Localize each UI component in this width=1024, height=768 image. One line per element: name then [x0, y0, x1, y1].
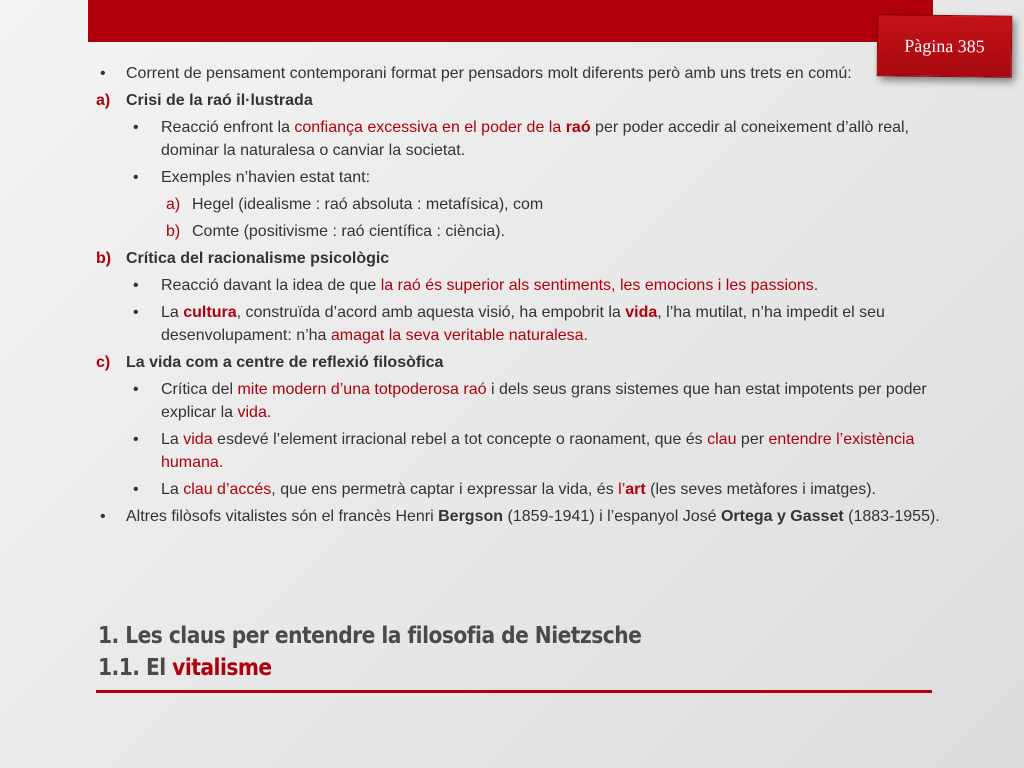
text: (1859-1941) i l’espanyol José [503, 508, 721, 525]
text: Crítica del [161, 381, 238, 398]
section-c-bullet-3 [96, 478, 956, 501]
text: (les seves metàfores i imatges). [645, 481, 876, 498]
section-marker: c) [96, 354, 111, 371]
highlight-bold: cultura [183, 304, 237, 321]
highlight-bold: vida [625, 304, 658, 321]
highlight: vida [183, 431, 213, 448]
text: Exemples n’havien estat tant: [161, 169, 371, 186]
section-a-heading [96, 89, 956, 112]
highlight: clau [707, 431, 737, 448]
section-b-bullet-2 [96, 301, 956, 347]
section-marker: a) [96, 92, 111, 109]
section-b-bullet-1 [96, 274, 956, 297]
section-a-bullet-2 [96, 166, 956, 189]
bullet-icon: • [100, 508, 106, 525]
highlight: amagat la seva veritable naturalesa. [330, 327, 588, 344]
text: , l’ha mutilat, n’ha impedit el seu desenvolupament: n’ha [161, 304, 885, 344]
highlight-bold: raó [565, 119, 591, 136]
bullet-icon: • [133, 119, 139, 136]
text: , que ens permetrà captar i expressar la vida, és [271, 481, 619, 498]
section-c-bullet-2 [96, 428, 956, 474]
bottom-divider [96, 690, 932, 693]
slide-content [96, 62, 956, 532]
text: Reacció enfront la [161, 119, 295, 136]
title-line-2 [98, 652, 828, 684]
name-bold: Ortega y Gasset [720, 508, 844, 525]
bullet-icon: • [133, 381, 139, 398]
name-bold: Bergson [438, 508, 504, 525]
title-highlight: vitalisme [172, 655, 272, 681]
text: La [161, 431, 184, 448]
section-c-heading [96, 351, 956, 374]
highlight: entendre l’existència humana. [161, 431, 915, 471]
text: Comte (positivisme : raó científica : ciència). [192, 223, 505, 240]
text: la [608, 304, 621, 321]
highlight: mite modern d’una totpoderosa raó [237, 381, 487, 398]
bullet-icon: • [133, 169, 139, 186]
text: Altres filòsofs vitalistes són el francès Henri [126, 508, 439, 525]
sub-marker: b) [166, 223, 181, 240]
text: 1.1. El [98, 655, 173, 681]
section-b-heading [96, 247, 956, 270]
text: Reacció davant la idea de que [161, 277, 381, 294]
highlight: confiança excessiva en el poder de la [294, 119, 566, 136]
section-title: Crítica del racionalisme psicològic [126, 250, 390, 267]
bullet-icon: • [100, 65, 106, 82]
top-accent-bar [88, 0, 933, 42]
bullet-icon: • [133, 481, 139, 498]
text: La [161, 481, 184, 498]
text: Hegel (idealisme : raó absoluta : metafísica), com [192, 196, 544, 213]
highlight: la raó és superior als sentiments, les emocions i les passions. [380, 277, 819, 294]
section-a-subitem-2 [96, 220, 956, 243]
highlight: l’ [618, 481, 626, 498]
sub-marker: a) [166, 196, 181, 213]
text: La [161, 304, 184, 321]
bullet-icon: • [133, 431, 139, 448]
text: , construïda d’acord amb aquesta visió, ha empobrit [236, 304, 609, 321]
text: esdevé l’element irracional rebel a tot concepte o raonament, que és [212, 431, 708, 448]
title-line-1: 1. Les claus per entendre la filosofia de Nietzsche [98, 623, 642, 649]
highlight-bold: art [625, 481, 646, 498]
section-a-subitem-1 [96, 193, 956, 216]
section-title: La vida com a centre de reflexió filosòfica [126, 354, 444, 371]
bullet-icon: • [133, 304, 139, 321]
highlight: vida. [237, 404, 272, 421]
section-a-bullet-1 [96, 116, 956, 162]
highlight: clau d’accés [183, 481, 272, 498]
bullet-icon: • [133, 277, 139, 294]
closing-bullet [96, 505, 956, 528]
section-title: Crisi de la raó il·lustrada [126, 92, 313, 109]
intro-text: Corrent de pensament contemporani format per pensadors molt diferents però amb uns trets en comú: [126, 65, 852, 82]
section-c-bullet-1 [96, 378, 956, 424]
section-marker: b) [96, 250, 112, 267]
text: per poder accedir al coneixement d’allò real, dominar la naturalesa o canviar la societat. [161, 119, 909, 159]
slide-title [98, 620, 828, 684]
text: (1883-1955). [843, 508, 940, 525]
page-number-tag: Pàgina 385 [877, 14, 1013, 77]
intro-bullet [96, 62, 956, 85]
text: i dels seus grans sistemes que han estat impotents per poder explicar la [161, 381, 927, 421]
text: per [736, 431, 769, 448]
